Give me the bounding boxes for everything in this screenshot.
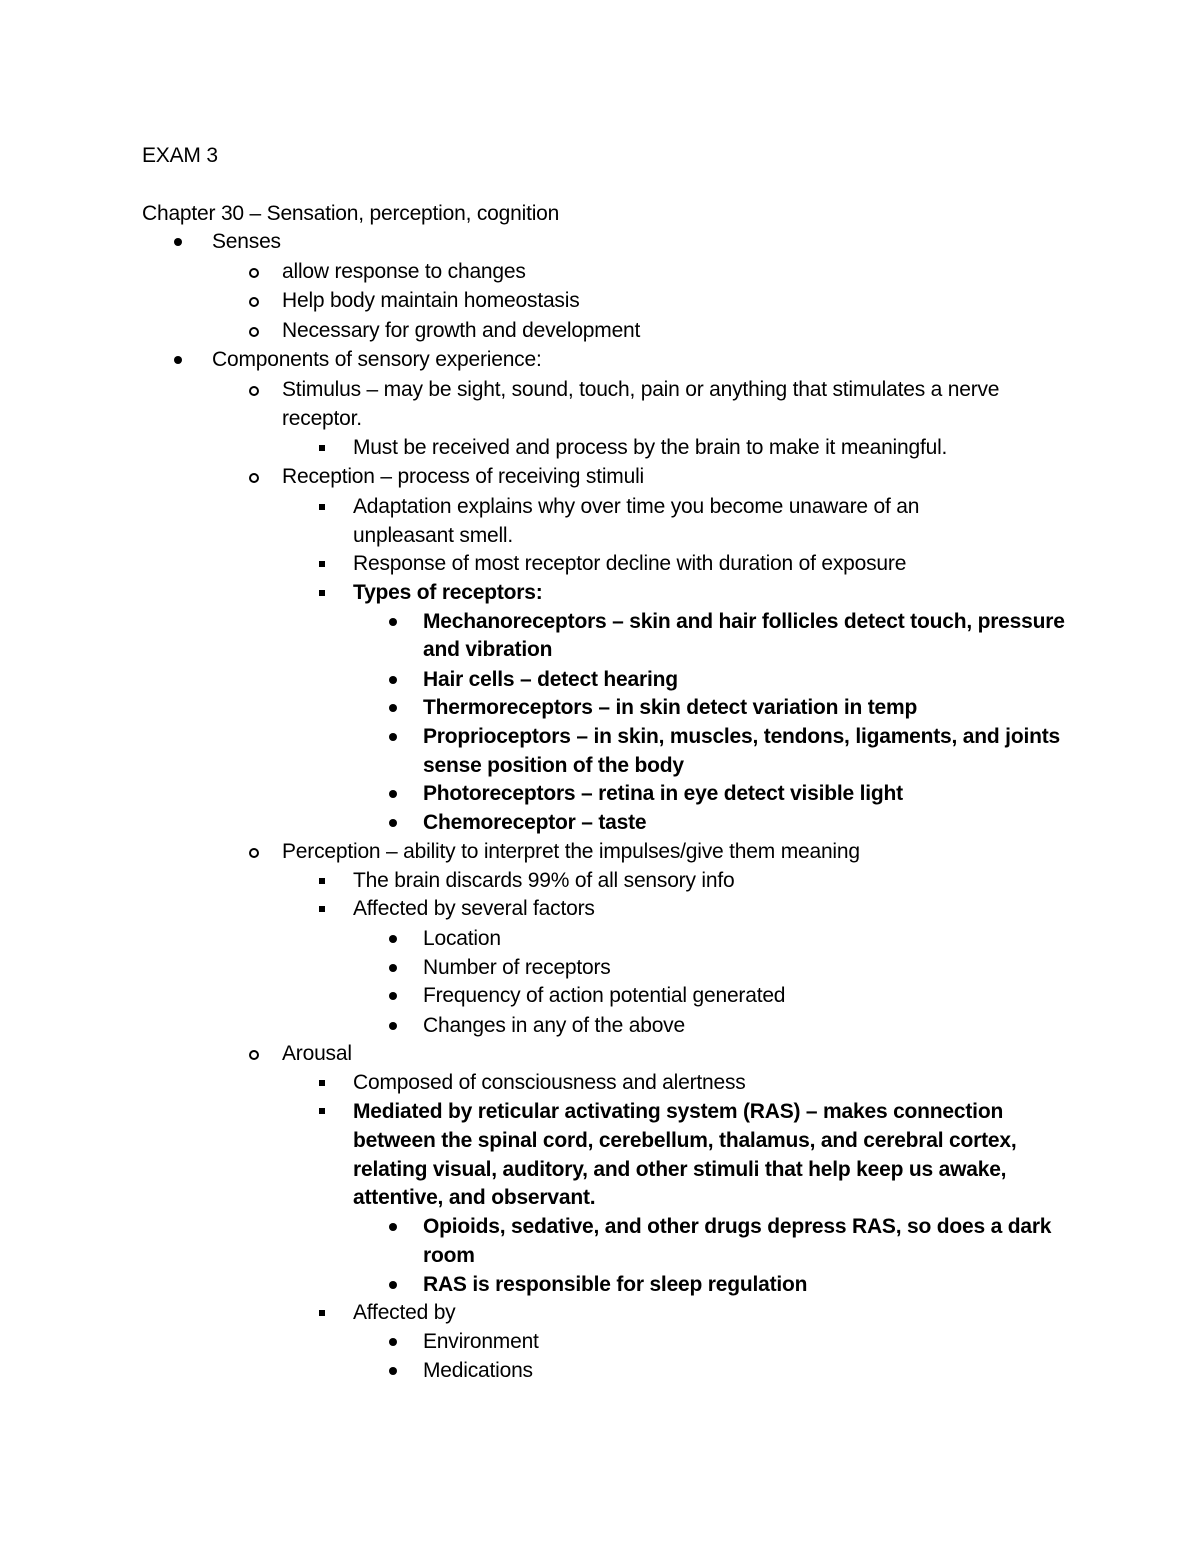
bullet-disc [389, 733, 397, 741]
list-item-continuation: between the spinal cord, cerebellum, thalamus, and cerebral cortex, [353, 1129, 1017, 1152]
list-item: RAS is responsible for sleep regulation [423, 1273, 808, 1296]
list-item-continuation: sense position of the body [423, 754, 684, 777]
bullet-circle [249, 1050, 259, 1060]
list-item: Thermoreceptors – in skin detect variation in temp [423, 696, 918, 719]
bullet-disc [174, 356, 182, 364]
bullet-square [319, 561, 325, 567]
list-item: Adaptation explains why over time you become unaware of an [353, 495, 920, 518]
bullet-circle [249, 386, 259, 396]
list-item-continuation: receptor. [282, 407, 362, 430]
list-item: Changes in any of the above [423, 1014, 685, 1037]
list-item: Must be received and process by the brain to make it meaningful. [353, 436, 948, 459]
list-item: allow response to changes [282, 260, 526, 283]
bullet-disc [389, 704, 397, 712]
bullet-square [319, 445, 325, 451]
list-item: Number of receptors [423, 956, 611, 979]
list-item: Components of sensory experience: [212, 348, 542, 371]
list-item: Necessary for growth and development [282, 319, 641, 342]
list-item: Medications [423, 1359, 533, 1382]
list-item: Photoreceptors – retina in eye detect visible light [423, 782, 903, 805]
bullet-disc [174, 238, 182, 246]
list-item: Reception – process of receiving stimuli [282, 465, 645, 488]
list-item: The brain discards 99% of all sensory info [353, 869, 735, 892]
list-item: Stimulus – may be sight, sound, touch, pain or anything that stimulates a nerve [282, 378, 1000, 401]
bullet-square [319, 878, 325, 884]
list-item: Affected by several factors [353, 897, 595, 920]
bullet-disc [389, 676, 397, 684]
list-item: Frequency of action potential generated [423, 984, 786, 1007]
bullet-square [319, 1310, 325, 1316]
bullet-disc [389, 1367, 397, 1375]
list-item-continuation: unpleasant smell. [353, 524, 514, 547]
document-title: EXAM 3 [142, 144, 218, 167]
bullet-circle [249, 848, 259, 858]
bullet-circle [249, 297, 259, 307]
list-item: Affected by [353, 1301, 456, 1324]
list-item-continuation: relating visual, auditory, and other stimuli that help keep us awake, [353, 1158, 1007, 1181]
list-item: Response of most receptor decline with duration of exposure [353, 552, 907, 575]
list-item-continuation: and vibration [423, 638, 553, 661]
list-item: Location [423, 927, 501, 950]
bullet-disc [389, 1223, 397, 1231]
list-item: Types of receptors: [353, 581, 543, 604]
bullet-circle [249, 268, 259, 278]
bullet-square [319, 1080, 325, 1086]
bullet-square [319, 504, 325, 510]
bullet-square [319, 906, 325, 912]
list-item: Mediated by reticular activating system (RAS) – makes connection [353, 1100, 1004, 1123]
list-item: Senses [212, 230, 281, 253]
list-item: Opioids, sedative, and other drugs depress RAS, so does a dark [423, 1215, 1052, 1238]
list-item: Perception – ability to interpret the impulses/give them meaning [282, 840, 860, 863]
bullet-square [319, 590, 325, 596]
bullet-disc [389, 819, 397, 827]
list-item: Arousal [282, 1042, 352, 1065]
list-item: Composed of consciousness and alertness [353, 1071, 746, 1094]
bullet-disc [389, 1338, 397, 1346]
list-item-continuation: room [423, 1244, 475, 1267]
list-item: Environment [423, 1330, 539, 1353]
bullet-circle [249, 473, 259, 483]
bullet-disc [389, 790, 397, 798]
chapter-heading: Chapter 30 – Sensation, perception, cognition [142, 202, 560, 225]
list-item-continuation: attentive, and observant. [353, 1186, 596, 1209]
list-item: Hair cells – detect hearing [423, 668, 678, 691]
bullet-square [319, 1108, 325, 1114]
bullet-disc [389, 618, 397, 626]
list-item: Mechanoreceptors – skin and hair follicles detect touch, pressure [423, 610, 1065, 633]
bullet-circle [249, 327, 259, 337]
list-item: Help body maintain homeostasis [282, 289, 580, 312]
bullet-disc [389, 935, 397, 943]
bullet-disc [389, 1281, 397, 1289]
bullet-disc [389, 1022, 397, 1030]
bullet-disc [389, 964, 397, 972]
list-item: Proprioceptors – in skin, muscles, tendons, ligaments, and joints [423, 725, 1060, 748]
bullet-disc [389, 992, 397, 1000]
list-item: Chemoreceptor – taste [423, 811, 647, 834]
